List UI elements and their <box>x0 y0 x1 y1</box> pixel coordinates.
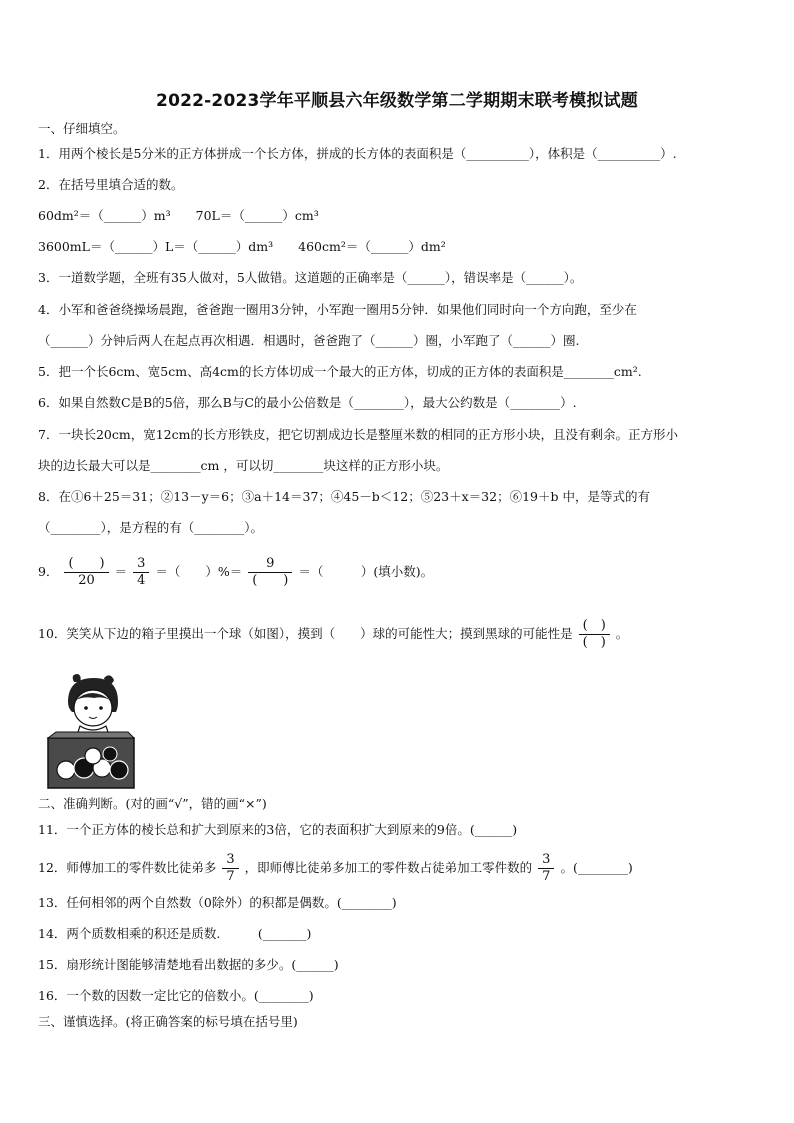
question-10-text: 10．笑笑从下边的箱子里摸出一个球（如图），摸到（ ）球的可能性大；摸到黑球的可能性是 <box>38 626 573 641</box>
fraction-3-7-a <box>222 852 238 885</box>
fraction-3-7-b-numerator: 3 <box>538 852 554 869</box>
question-6: 6．如果自然数C是B的5倍，那么B与C的最小公倍数是（________），最大公约数是（________）. <box>38 395 577 410</box>
question-9-end: ＝（ ）(填小数)。 <box>298 564 434 579</box>
fraction-1 <box>64 556 108 589</box>
question-12-part-b: ，即师傅比徒弟多加工的零件数占徒弟加工零件数的 <box>244 860 533 875</box>
question-12-part-a: 12．师傅加工的零件数比徒弟多 <box>38 860 217 875</box>
fraction-3-7-b-denominator: 7 <box>542 869 551 884</box>
question-11: 11．一个正方体的棱长总和扩大到原来的3倍，它的表面积扩大到原来的9倍。(______) <box>38 822 518 837</box>
question-3: 3．一道数学题，全班有35人做对，5人做错。这道题的正确率是（______），错误率是（______）。 <box>38 270 583 285</box>
fraction-3-denominator: ( ) <box>252 573 289 588</box>
page-title: 2022-2023学年平顺县六年级数学第二学期期末联考模拟试题 <box>156 91 638 111</box>
question-7-line-1: 7．一块长20cm，宽12cm的长方形铁皮，把它切割成边长是整厘米数的相同的正方形小块，且没有剩余。正方形小 <box>38 427 678 442</box>
question-8-line-1: 8．在①6＋25＝31；②13－y＝6；③a＋14＝37；④45－b＜12；⑤23＋x＝32；⑥19＋b 中，是等式的有 <box>38 489 650 504</box>
equals-sign: ＝ <box>114 564 128 579</box>
section-3-heading: 三、谨慎选择。(将正确答案的标号填在括号里) <box>38 1014 298 1029</box>
question-12-part-c: 。(________) <box>560 860 633 875</box>
question-5: 5．把一个长6cm、宽5cm、高4cm的长方体切成一个最大的正方体，切成的正方体的表面积是________cm². <box>38 364 642 379</box>
fraction-3-7-a-numerator: 3 <box>222 852 238 869</box>
fraction-3-numerator: 9 <box>248 556 292 573</box>
question-10-end: 。 <box>615 626 629 641</box>
question-2-part-b: 3600mL＝（______）L＝（______）dm³ 460cm²＝（______）dm² <box>38 239 446 254</box>
question-9-middle: ＝（ ）%＝ <box>155 564 243 579</box>
fraction-2 <box>133 556 149 589</box>
fraction-3-7-a-denominator: 7 <box>226 869 235 884</box>
fraction-2-denominator: 4 <box>137 573 146 588</box>
fraction-answer-denominator: ( ) <box>582 635 606 650</box>
fraction-3-7-b <box>538 852 554 885</box>
question-16: 16．一个数的因数一定比它的倍数小。(________) <box>38 988 314 1003</box>
fraction-2-numerator: 3 <box>133 556 149 573</box>
fraction-answer-numerator: ( ) <box>579 618 610 635</box>
fraction-3 <box>248 556 292 589</box>
question-4-line-1: 4．小军和爸爸绕操场晨跑，爸爸跑一圈用3分钟，小军跑一圈用5分钟．如果他们同时向一个方向跑，至少在 <box>38 302 637 317</box>
question-2: 2．在括号里填合适的数。 <box>38 177 184 192</box>
question-13: 13．任何相邻的两个自然数（0除外）的积都是偶数。(________) <box>38 895 397 910</box>
fraction-answer <box>579 618 610 651</box>
question-12 <box>38 848 633 888</box>
question-15: 15．扇形统计图能够清楚地看出数据的多少。(______) <box>38 957 339 972</box>
question-9-prefix: 9． <box>38 564 59 579</box>
question-7-line-2: 块的边长最大可以是________cm ，可以切________块这样的正方形小块。 <box>38 458 449 473</box>
question-9 <box>38 552 433 592</box>
fraction-1-denominator: 20 <box>78 573 95 588</box>
question-2-part-a: 60dm²＝（______）m³ 70L＝（______）cm³ <box>38 208 319 223</box>
section-1-heading: 一、仔细填空。 <box>38 121 126 136</box>
fraction-1-numerator: ( ) <box>64 556 108 573</box>
section-2-heading: 二、准确判断。(对的画“√”，错的画“×”) <box>38 796 267 811</box>
question-4-line-2: （______）分钟后两人在起点再次相遇．相遇时，爸爸跑了（______）圈，小军跑了（______）圈. <box>38 333 580 348</box>
question-10 <box>38 614 628 654</box>
question-8-line-2: （________），是方程的有（________）。 <box>38 520 264 535</box>
girl-with-ball-box-illustration <box>46 672 136 790</box>
question-1: 1．用两个棱长是5分米的正方体拼成一个长方体，拼成的长方体的表面积是（__________），体积是（__________）. <box>38 146 677 161</box>
question-14: 14．两个质数相乘的积还是质数. (_______) <box>38 926 312 941</box>
